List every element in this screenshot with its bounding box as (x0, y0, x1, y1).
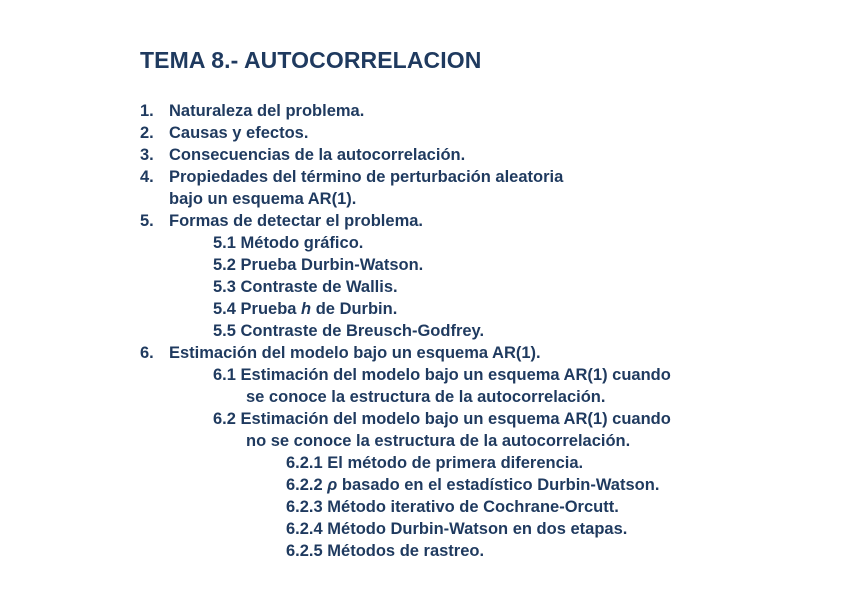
subitem-6-2-3: 6.2.3 Método iterativo de Cochrane-Orcutt. (286, 498, 619, 516)
list-text: Consecuencias de la autocorrelación. (169, 146, 466, 164)
list-item-4 (140, 167, 563, 187)
list-item-5 (140, 211, 423, 231)
subitem-6-2: 6.2 Estimación del modelo bajo un esquema AR(1) cuando (213, 410, 671, 428)
list-text: Propiedades del término de perturbación aleatoria (169, 168, 564, 186)
list-item-3 (140, 145, 465, 165)
list-number: 4. (140, 168, 154, 186)
subitem-6-2-4: 6.2.4 Método Durbin-Watson en dos etapas. (286, 520, 628, 538)
list-item-1 (140, 101, 364, 121)
subitem-6-2-1: 6.2.1 El método de primera diferencia. (286, 454, 584, 472)
list-text: Causas y efectos. (169, 124, 309, 142)
slide-title: TEMA 8.- AUTOCORRELACION (140, 47, 482, 73)
subitem-text: 6.2.2 (286, 476, 328, 494)
subitem-5-1: 5.1 Método gráfico. (213, 234, 364, 252)
list-number: 5. (140, 212, 154, 230)
subitem-5-3: 5.3 Contraste de Wallis. (213, 278, 398, 296)
h-symbol: h (301, 300, 312, 318)
list-number: 3. (140, 146, 154, 164)
subitem-6-1: 6.1 Estimación del modelo bajo un esquema AR(1) cuando (213, 366, 671, 384)
subitem-6-2-2 (286, 475, 659, 495)
list-number: 6. (140, 344, 154, 362)
subitem-5-2: 5.2 Prueba Durbin-Watson. (213, 256, 424, 274)
subitem-text: basado en el estadístico Durbin-Watson. (337, 476, 660, 494)
list-text: Estimación del modelo bajo un esquema AR(1). (169, 344, 541, 362)
subitem-6-1-continuation: se conoce la estructura de la autocorrelación. (246, 388, 606, 406)
list-number: 2. (140, 124, 154, 142)
subitem-text: 5.4 Prueba (213, 300, 302, 318)
subitem-6-2-continuation: no se conoce la estructura de la autocorrelación. (246, 432, 631, 450)
subitem-5-5: 5.5 Contraste de Breusch-Godfrey. (213, 322, 485, 340)
list-item-2 (140, 123, 308, 143)
list-number: 1. (140, 102, 154, 120)
list-item-6 (140, 343, 541, 363)
list-item-4-continuation: bajo un esquema AR(1). (169, 190, 357, 208)
subitem-5-4 (213, 299, 397, 319)
rho-symbol: ρ (327, 476, 338, 494)
subitem-6-2-5: 6.2.5 Métodos de rastreo. (286, 542, 485, 560)
list-text: Formas de detectar el problema. (169, 212, 424, 230)
subitem-text: de Durbin. (311, 300, 398, 318)
list-text: Naturaleza del problema. (169, 102, 365, 120)
